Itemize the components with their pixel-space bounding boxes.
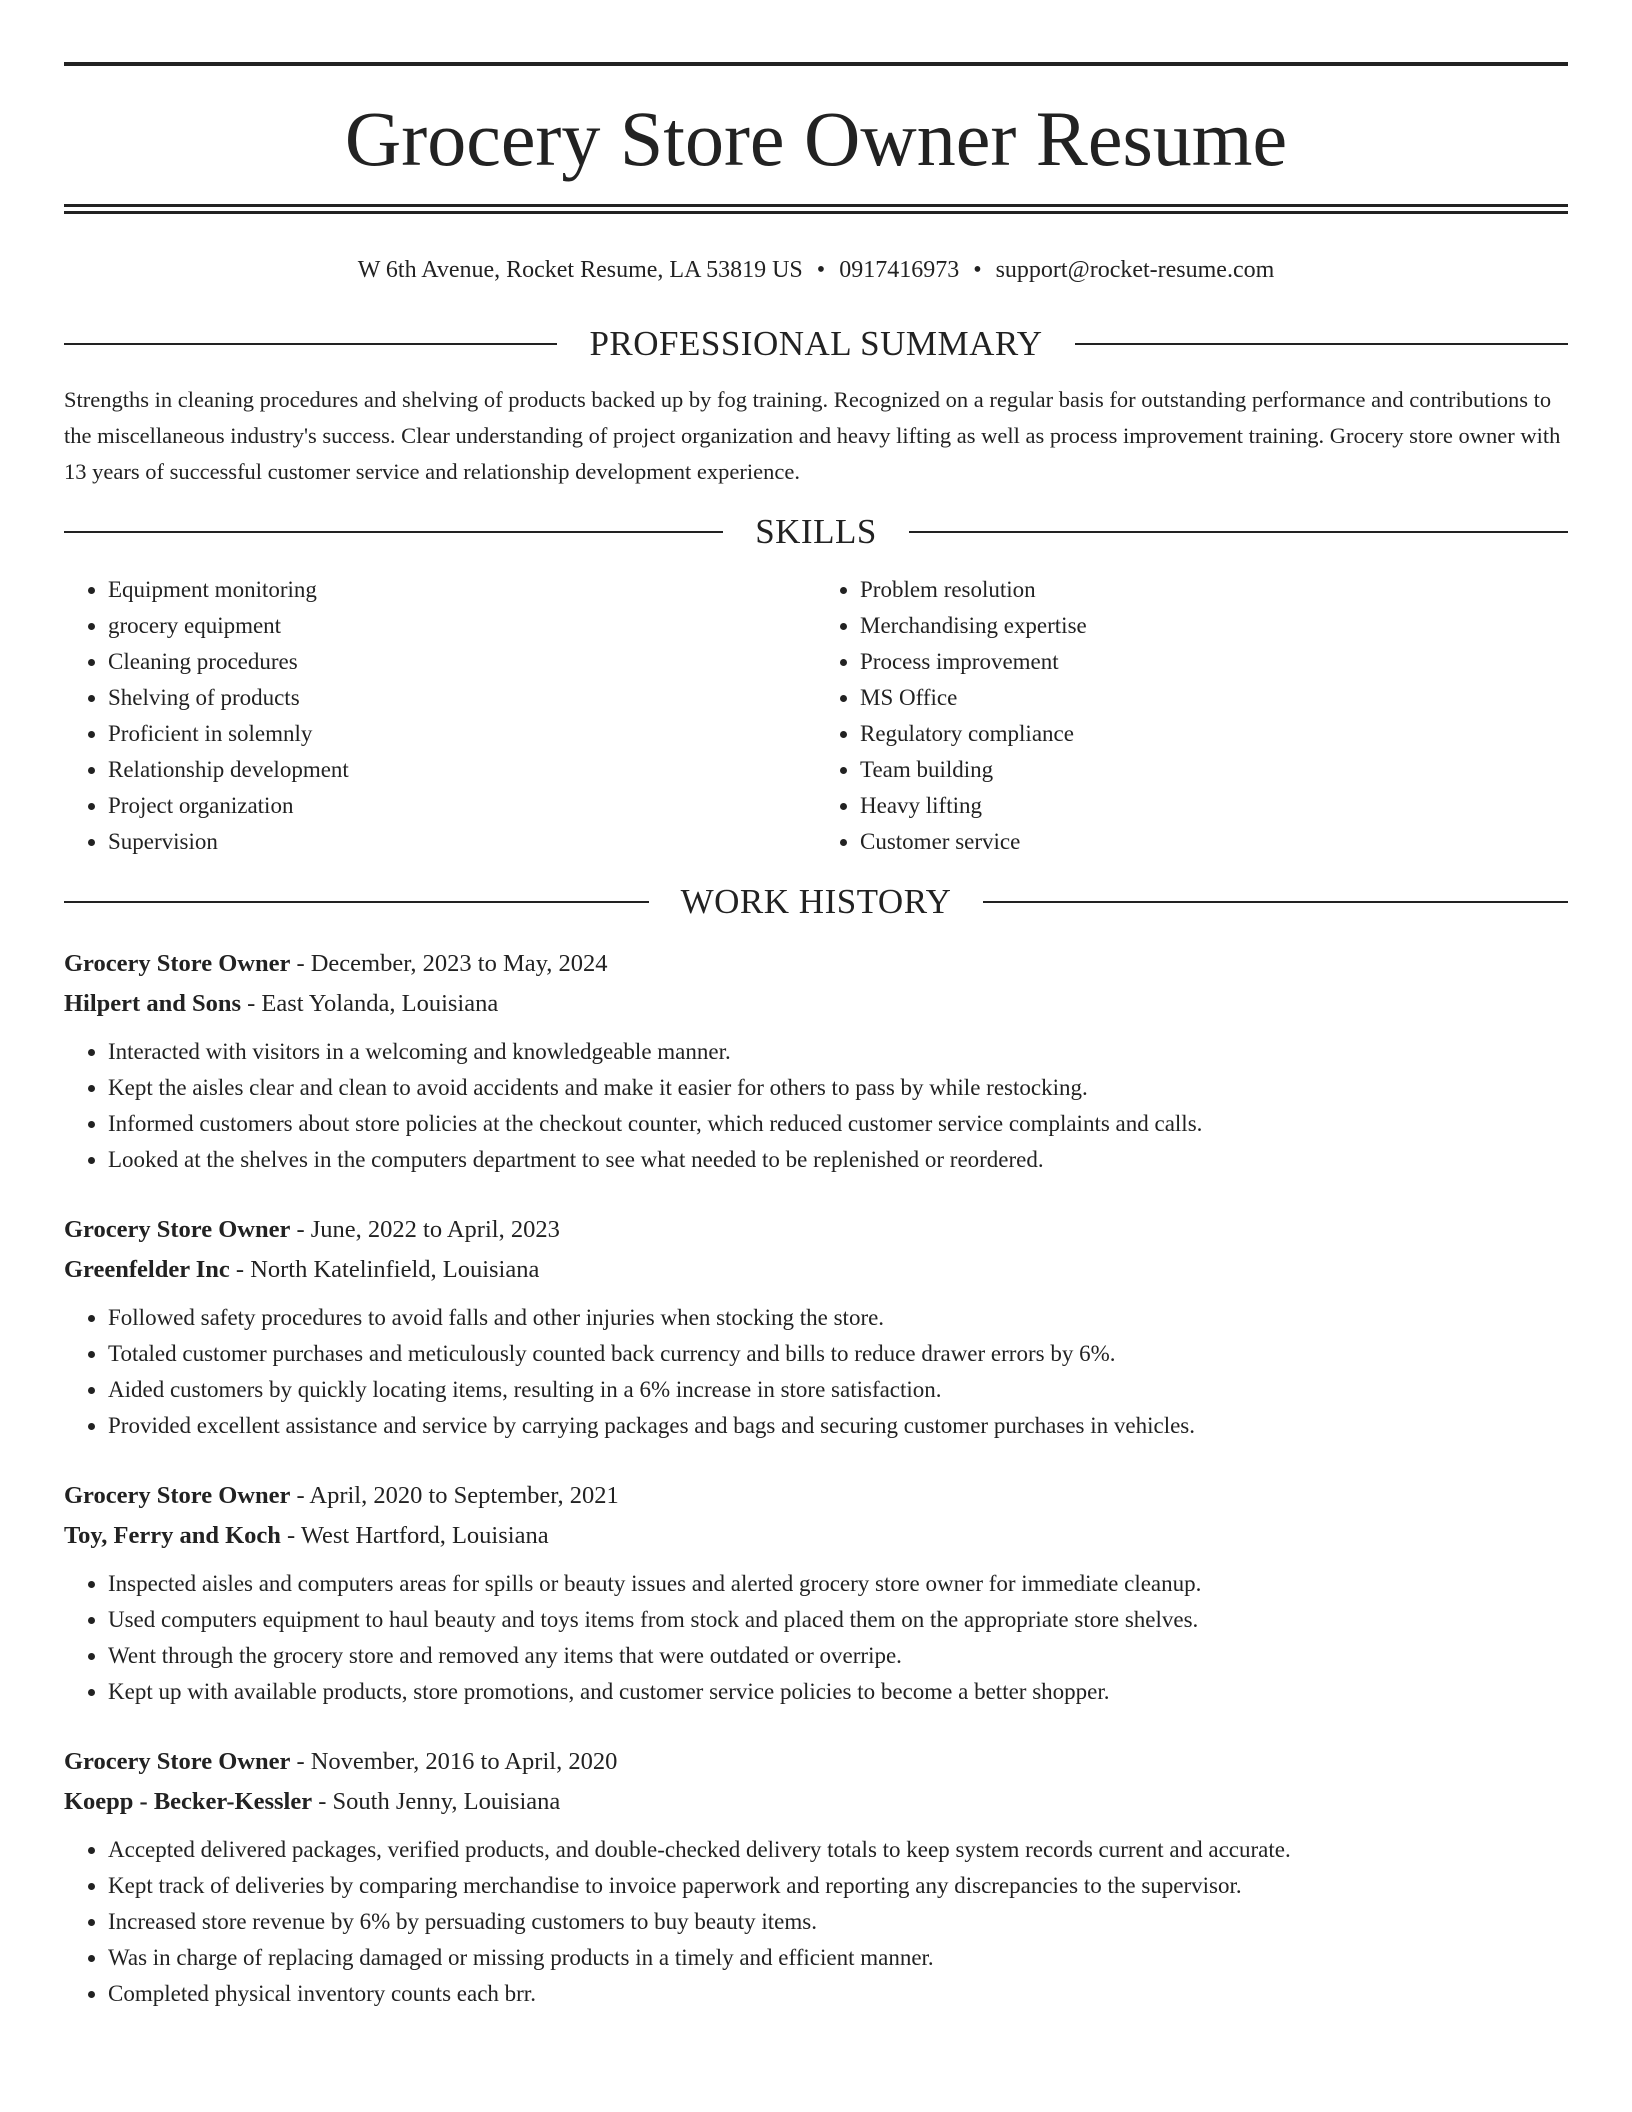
skill-item: • MS Office <box>860 680 1568 716</box>
job-bullet: • Increased store revenue by 6% by persuading customers to buy beauty items. <box>108 1904 1568 1940</box>
job-bullet: • Provided excellent assistance and service by carrying packages and bags and securing customer purchases in vehicles. <box>108 1408 1568 1444</box>
job-location: - North Katelinfield, Louisiana <box>229 1256 540 1283</box>
heading-rule <box>64 531 723 533</box>
heading-rule <box>64 901 649 903</box>
job-company: Koepp - Becker-Kessler <box>64 1788 313 1815</box>
page-title: Grocery Store Owner Resume <box>344 95 1288 182</box>
skill-item: • Project organization <box>108 788 816 824</box>
job-title-line <box>64 944 1568 984</box>
job-company-line <box>64 1250 1568 1290</box>
job-title: Grocery Store Owner <box>64 1216 291 1243</box>
heading-rule <box>909 531 1568 533</box>
job-location: - West Hartford, Louisiana <box>280 1522 549 1549</box>
job-company: Greenfelder Inc <box>64 1256 230 1283</box>
skill-item: • Problem resolution <box>860 572 1568 608</box>
skill-item: • Merchandising expertise <box>860 608 1568 644</box>
job-bullet: • Interacted with visitors in a welcoming and knowledgeable manner. <box>108 1034 1568 1070</box>
title-double-rule <box>64 204 1568 214</box>
job-dates: - June, 2022 to April, 2023 <box>290 1216 560 1243</box>
job-company: Toy, Ferry and Koch <box>64 1522 281 1549</box>
job-bullet: • Was in charge of replacing damaged or missing products in a timely and efficient manner. <box>108 1940 1568 1976</box>
job-title: Grocery Store Owner <box>64 1482 291 1509</box>
job-bullets <box>64 1566 1568 1710</box>
job-title: Grocery Store Owner <box>64 1748 291 1775</box>
job-bullets <box>64 1034 1568 1178</box>
job-bullet: • Completed physical inventory counts each brr. <box>108 1976 1568 2012</box>
section-heading-summary <box>64 324 1568 364</box>
job-title-line <box>64 1210 1568 1250</box>
skill-item: • Cleaning procedures <box>108 644 816 680</box>
contact-email: support@rocket-resume.com <box>995 257 1275 283</box>
job-bullet: • Kept track of deliveries by comparing merchandise to invoice paperwork and reporting any discrepancies to the supervisor. <box>108 1868 1568 1904</box>
skill-item: • Customer service <box>860 824 1568 860</box>
contact-separator: • <box>973 257 982 283</box>
job-location: - South Jenny, Louisiana <box>312 1788 561 1815</box>
job-entry <box>64 1210 1568 1444</box>
skill-item: • Process improvement <box>860 644 1568 680</box>
section-title: SKILLS <box>755 512 877 551</box>
section-heading-skills <box>64 512 1568 552</box>
job-entry <box>64 1742 1568 2012</box>
contact-line <box>64 252 1568 288</box>
job-bullet: • Went through the grocery store and removed any items that were outdated or overripe. <box>108 1638 1568 1674</box>
job-dates: - December, 2023 to May, 2024 <box>290 950 608 977</box>
job-bullet: • Used computers equipment to haul beauty and toys items from stock and placed them on the appropriate store shelves. <box>108 1602 1568 1638</box>
job-bullet: • Followed safety procedures to avoid falls and other injuries when stocking the store. <box>108 1300 1568 1336</box>
job-bullet: • Accepted delivered packages, verified products, and double-checked delivery totals to keep system records current and accurate. <box>108 1832 1568 1868</box>
job-dates: - November, 2016 to April, 2020 <box>290 1748 618 1775</box>
skills-list <box>64 572 1568 860</box>
skill-item: • Heavy lifting <box>860 788 1568 824</box>
top-rule <box>64 62 1568 66</box>
skill-item: • Supervision <box>108 824 816 860</box>
job-entry <box>64 944 1568 1178</box>
job-entry <box>64 1476 1568 1710</box>
job-location: - East Yolanda, Louisiana <box>241 990 499 1017</box>
heading-rule <box>983 901 1568 903</box>
skills-column-right <box>816 572 1568 860</box>
job-bullet: • Looked at the shelves in the computers department to see what needed to be replenished or reordered. <box>108 1142 1568 1178</box>
skill-item: • grocery equipment <box>108 608 816 644</box>
section-heading-work-history <box>64 882 1568 922</box>
skill-item: • Proficient in solemnly <box>108 716 816 752</box>
job-bullets <box>64 1300 1568 1444</box>
job-bullet: • Kept the aisles clear and clean to avoid accidents and make it easier for others to pass by while restocking. <box>108 1070 1568 1106</box>
section-title: PROFESSIONAL SUMMARY <box>589 324 1043 363</box>
skill-item: • Relationship development <box>108 752 816 788</box>
section-title: WORK HISTORY <box>680 882 952 921</box>
job-company-line <box>64 1516 1568 1556</box>
job-bullet: • Aided customers by quickly locating items, resulting in a 6% increase in store satisfaction. <box>108 1372 1568 1408</box>
skill-item: • Equipment monitoring <box>108 572 816 608</box>
job-bullets <box>64 1832 1568 2012</box>
job-company-line <box>64 984 1568 1024</box>
job-bullet: • Inspected aisles and computers areas for spills or beauty issues and alerted grocery store owner for immediate cleanup. <box>108 1566 1568 1602</box>
heading-rule <box>1075 343 1568 345</box>
job-bullet: • Totaled customer purchases and meticulously counted back currency and bills to reduce drawer errors by 6%. <box>108 1336 1568 1372</box>
contact-phone: 0917416973 <box>839 257 960 283</box>
job-title-line <box>64 1742 1568 1782</box>
heading-rule <box>64 343 557 345</box>
job-title-line <box>64 1476 1568 1516</box>
job-dates: - April, 2020 to September, 2021 <box>290 1482 619 1509</box>
summary-text: Strengths in cleaning procedures and shelving of products backed up by fog training. Recognized on a regular basis for outstanding performance and contributions to the miscellaneous industry's success. Clear understanding of project organization and heavy lifting as well as process improvement training. Grocery store owner with 13 years of successful customer service and relationship development experience. <box>64 387 1561 484</box>
skill-item: • Regulatory compliance <box>860 716 1568 752</box>
job-bullet: • Kept up with available products, store promotions, and customer service policies to become a better shopper. <box>108 1674 1568 1710</box>
job-title: Grocery Store Owner <box>64 950 291 977</box>
contact-address: W 6th Avenue, Rocket Resume, LA 53819 US <box>357 257 803 283</box>
skill-item: • Shelving of products <box>108 680 816 716</box>
job-bullet: • Informed customers about store policies at the checkout counter, which reduced customer service complaints and calls. <box>108 1106 1568 1142</box>
skill-item: • Team building <box>860 752 1568 788</box>
job-company-line <box>64 1782 1568 1822</box>
job-company: Hilpert and Sons <box>64 990 241 1017</box>
skills-column-left <box>64 572 816 860</box>
contact-separator: • <box>816 257 826 283</box>
